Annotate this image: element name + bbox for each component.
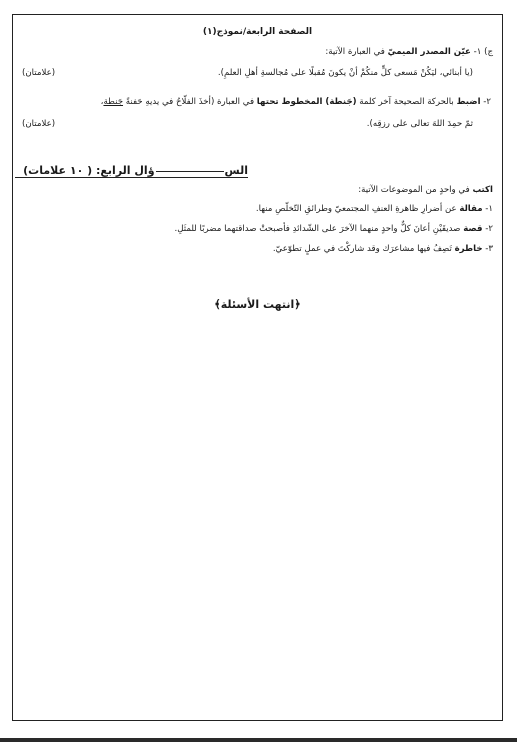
q4-option-number: ١- (485, 204, 493, 214)
q3-item2-underlined-word: جَنطة (103, 97, 124, 107)
q4-heading-underline (15, 177, 248, 178)
q4-instruction (358, 186, 493, 195)
q4-option-text: صديقَيْنِ أعانَ كلٌّ واحدٍ منهما الآخرَ على الشّدائدِ فأصبحتْ صداقتهما مضربًا للمثَلِ. (174, 224, 461, 234)
q4-heading-marks: ( ١٠ علامات) (23, 164, 93, 177)
q3-item2-text-c: في العبارة (أخذَ الفلّاحُ في يديهِ حَفنةً (125, 97, 255, 107)
q3-item1-rest: في العبارة الآتية: (325, 47, 385, 57)
q3-item2-bold-b: (جَنطة) المخطوط تحتها (256, 97, 357, 107)
q4-option-number: ٣- (485, 244, 493, 254)
q3-item2-marks: (علامتان) (22, 119, 56, 129)
bottom-bar (0, 738, 517, 742)
q4-option-title: مقالة (459, 204, 483, 214)
q4-heading-left: الس (224, 164, 248, 177)
q4-heading (23, 165, 248, 176)
q4-heading-stretch (156, 171, 224, 172)
q4-instruction-bold: اكتب (472, 185, 493, 195)
q4-option-number: ٢- (485, 224, 493, 234)
q3-item1-quote: (يا أبنائي، ليَكُنْ مَسعى كلٍّ منكُمْ أنْ يكونَ مُقبلًا على مُجالسةِ أهلِ العلمِ). (217, 68, 473, 78)
q4-option-text: عن أضرارِ ظاهرةِ العنفِ المجتمعيّ وطرائقِ التّخلّصِ منها. (255, 204, 457, 214)
q4-option-2 (175, 225, 493, 234)
end-title: ﴿انتهت الأسئلة﴾ (214, 298, 301, 311)
q4-option-1 (256, 205, 493, 214)
q4-option-text: تَصِفُ فيها مشاعرَك وقد شاركْتَ في عملٍ تطوّعيّ. (272, 244, 452, 254)
q3-part-label: ج) ١- (473, 47, 493, 57)
q3-item1-marks: (علامتان) (22, 68, 56, 78)
q4-option-title: قصة (463, 224, 483, 234)
q4-option-title: خاطرة (454, 244, 483, 254)
q4-instruction-rest: في واحدٍ من الموضوعات الآتية: (358, 185, 470, 195)
q3-item2-bold: اضبط (456, 97, 481, 107)
q3-item1-bold: عيّن المصدر الميميّ (387, 47, 471, 57)
page-title: الصفحة الرابعة/نموذج(١) (202, 27, 313, 37)
q3-item1-line (325, 48, 493, 57)
q3-item2-line2: ثمّ حمِدَ اللهَ تعالى على رزقِه). (366, 119, 473, 129)
q3-item2-line1: ٢- اضبط بالحركة الصحيحة آخر كلمة (جَنطة) المخطوط تحتها في العبارة (أخذَ الفلّاحُ في يديهِ حَفنةً جَنطة، (100, 97, 491, 107)
q3-item2-number: ٢- (483, 97, 491, 107)
q4-heading-right: ؤال الرابع: (96, 164, 155, 177)
q4-option-3 (273, 245, 493, 254)
q3-item2-text-a: بالحركة الصحيحة آخر كلمة (359, 97, 454, 107)
exam-page (12, 14, 503, 721)
